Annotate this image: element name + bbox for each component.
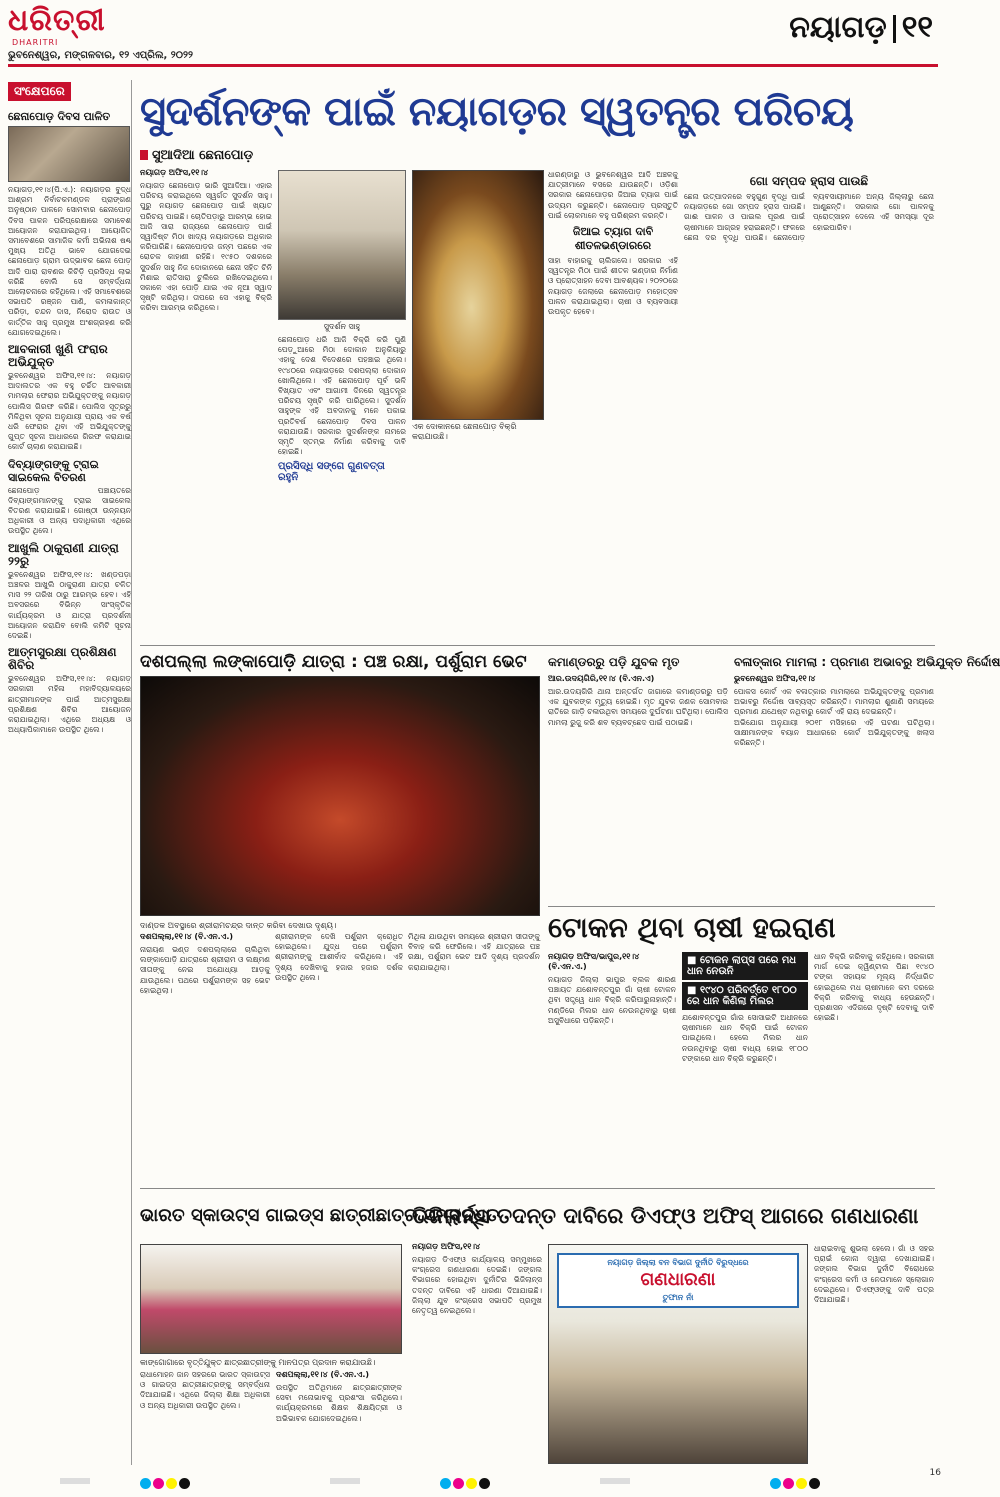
lead-body: ଛେନାପୋଡ଼ ଧରି ଆଜି ବିକ୍ରି କରି ପୁଣି ପେଡ଼ୁଆରେ ମିଠା ଦୋକାନ ଅନୁକିୟାରୁ ଏହାକୁ ଦେଶ ବିଦେଶରେ ପହଞ୍ଚାଇ ଥିଲେ। ୧୯୪୦ରେ ନୟାଗଡ଼ରେ ଦଶପଲ୍ଲା ଦୋକାନ ଖୋଲିଥିଲେ। ଏହି ଛେନାପୋଡ଼ ପୂର୍ବ ଭଳି ବିଖ୍ୟାତ ଏବଂ ଆଗାମୀ ଦିନରେ ସ୍ୱତନ୍ତ୍ର ପରିଚୟ ସୃଷ୍ଟି କରି ପାରିଥିଲେ। ସୁଦର୍ଶନ ସାହୁଙ୍କ ଏହି ଅବଦାନକୁ ମନେ ପକାଇ ପ୍ରତିବର୍ଷ ଛେନାପୋଡ଼ ଦିବସ ପାଳନ କରାଯାଉଛି। ସରକାର ସୁଦର୍ଶନଙ୍କ ନାମରେ ସ୍ମୃତି ସ୍ତମ୍ଭ ନିର୍ମାଣ କରିବାକୁ ଦାବି ହୋଇଛି। (278, 335, 406, 457)
vigilance-right-body (814, 1244, 934, 1464)
brief-item (8, 542, 131, 641)
lead-column-5 (684, 170, 934, 638)
story-body: ଅଭିଯୋଗ ଅନୁଯାୟୀ ୨୦୧୮ ମସିହାରେ ଏହି ଘଟଣା ଘଟିଥିଲା। ସାକ୍ଷୀମାନଙ୍କ ବୟାନ ଆଧାରରେ କୋର୍ଟ ଅଭିଯୁକ୍ତଙ୍କୁ ଖଲାସ କରିଛନ୍ତି। (734, 717, 934, 748)
briefs-column (8, 80, 132, 1465)
lankapodi-photo (140, 676, 540, 916)
crop-mark (60, 1478, 90, 1484)
byline: ଦଶପଲ୍ଲା,୧୧।୪ (ବି.ଏନ.ଏ.) (276, 1370, 370, 1379)
scouts-headline: ଭାରତ ସ୍କାଉଟ୍ସ ଗାଇଡ୍ସ ଛାତ୍ରୀଛାତ୍ର ସମ୍ବର୍ଦ୍ଧିତ (140, 1205, 499, 1226)
color-registration (440, 1474, 500, 1486)
brief-body: ଭୁବନେଶ୍ୱର ଅଫିସ,୧୧।୪: ଖଣ୍ଡପଡ଼ା ଅଞ୍ଚଳର ଆଖୁଲି ଠାକୁରାଣୀ ଯାତ୍ରା ଚଳିତ ମାସ ୨୨ ତାରିଖ ଠାରୁ ଆରମ୍ଭ ହେବ। ଏହି ଅବସରରେ ବିଭିନ୍ନ ସାଂସ୍କୃତିକ କାର୍ଯ୍ୟକ୍ରମ ଓ ଯାତ୍ରା ପ୍ରଦର୍ଶନୀ ଆୟୋଜନ କରାଯିବ ବୋଲି କମିଟି ସୂଚନା ଦେଇଛି। (8, 569, 131, 640)
brief-headline: ଛେନାପୋଡ଼ ଦିବସ ପାଳିତ (8, 110, 111, 123)
story-body: ଯଶୋବନ୍ତପୁର ଗାଁର ସୋସାଇଟି ଅଧୀନରେ ଚାଷୀମାନେ ଧାନ ବିକ୍ରି ପାଇଁ ଟୋକନ ପାଇଥିଲେ। ହେଲେ ମିଲର ଧାନ ନଉନଥିବାରୁ ଚାଷୀ ବାଧ୍ୟ ହୋଇ ୧୮୦୦ ଟଙ୍କାରେ ଧାନ ବିକ୍ରି କରୁଛନ୍ତି। (682, 1013, 808, 1063)
chenapoda-photo (412, 170, 544, 420)
lead-column-4 (548, 170, 678, 638)
brief-body: ଭୁବନେଶ୍ୱର ଅଫିସ,୧୧।୪: ନୟାଗଡ଼ ଆଦାଲତର ଏକ ବହୁ ଚର୍ଚ୍ଚିତ ଆବକାରୀ ମାମଲାର ଫେରାର ଅଭିଯୁକ୍ତଙ୍କୁ ନୟାଗଡ଼ ପୋଲିସ ଗିରଫ କରିଛି। ପୋଲିସ ସୂତ୍ରରୁ ମିଳିଥିବା ସୂଚନା ଅନୁଯାୟୀ ପ୍ରାୟ ଏକ ବର୍ଷ ଧରି ଫେରାର ଥିବା ଏହି ଅଭିଯୁକ୍ତଙ୍କୁ ଗୁପ୍ତ ସୂଚନା ଆଧାରରେ ଗିରଫ କରାଯାଇ କୋର୍ଟ ଚାଲାଣ କରାଯାଇଛି। (8, 371, 131, 452)
gi-tag-subhead: ଜିଆଇ ଟ୍ୟାଗ ଦାବି ଶୀତଳଭଣ୍ଡାରରେ (572, 225, 654, 253)
lead-subheadline: ସୁଆଦିଆ ଛେନାପୋଡ଼ (140, 148, 253, 163)
story-body: ଶ୍ରୀରାମଙ୍କ ଦେଖି ପର୍ଶୁରାମ କ୍ରୋଧିତ ହୋଇଥିଲେ। ଯୁଦ୍ଧ ପରେ ପର୍ଶୁରାମ ଶ୍ରୀରାମଙ୍କୁ ଆଶୀର୍ବାଦ କରିଥିଲେ। ଏହି ଦୃଶ୍ୟ ଦେଖିବାକୁ ହଜାର ହଜାର ଦର୍ଶକ ଉପସ୍ଥିତ ଥିଲେ। (275, 932, 403, 982)
scouts-body-2 (276, 1370, 402, 1465)
banner-top-text: ନୟାଗଡ଼ ଜିଲ୍ଲା ବନ ବିଭାଗ ଦୁର୍ନୀତି ବିରୁଦ୍ଧରେ (607, 1258, 749, 1267)
rape-case-headline: ବଳାତ୍କାର ମାମଲା : ପ୍ରମାଣ ଅଭାବରୁ ଅଭିଯୁକ୍ତ ନିର୍ଦ୍ଦୋଷ (734, 655, 1000, 669)
lankapodi-body-3 (408, 932, 540, 1182)
lead-column-1 (140, 168, 272, 638)
token-bullets-col (682, 952, 808, 1182)
byline: ଦଶପଲ୍ଲା,୧୧।୪ (ବି.ଏନ.ଏ.) (140, 932, 234, 941)
lankapodi-body-1 (140, 932, 270, 1182)
byline: ଭୁବନେଶ୍ୱର ଅଫିସ,୧୧।୪ (734, 674, 816, 683)
story-body: ମିଥିଳା ଯାଉଥିବା ସମୟରେ ଶ୍ରୀରାମ ସୀତାଙ୍କୁ ବିବାହ କରି ଫେରିଲେ। ଏହି ଯାତ୍ରାରେ ପଞ୍ଚ ରକ୍ଷା, ପର୍ଶୁରାମ ଭେଟ ଆଦି ଦୃଶ୍ୟ ପ୍ରଦର୍ଶନ କରାଯାଇଥିଲା। (408, 932, 540, 972)
portrait-photo (278, 170, 406, 320)
protest-banner (557, 1253, 799, 1308)
brief-item (8, 458, 131, 537)
photo-caption: ଏକ ଦୋକାନରେ ଛେନାପୋଡ଼ ବିକ୍ରି କରାଯାଉଛି। (412, 422, 517, 441)
lead-body: ଧାରଣ୍ଡାରୁ ଓ ଭୁବନେଶ୍ୱର ଆଦି ଅଞ୍ଚଳକୁ ଯାତ୍ରୀମାନେ ବସରେ ଯାଉଛନ୍ତି। ଓଡ଼ିଶା ସରକାର ଛେନାପୋଡ଼ର ଜିଆଇ ଟ୍ୟାଗ ପାଇଁ ଉଦ୍ୟମ କରୁଛନ୍ତି। ଛେନାପୋଡ଼ ପ୍ରସ୍ତୁତି ପାଇଁ ଲୋକମାନେ ବହୁ ପରିଶ୍ରମ କରନ୍ତି। (548, 170, 678, 220)
portrait-caption: ସୁଦର୍ଶନ ସାହୁ (323, 322, 361, 331)
brief-item (8, 343, 131, 453)
lankapodi-headline: ଦଶପଲ୍ଲା ଲଙ୍କାପୋଡ଼ି ଯାତ୍ରା : ପଞ୍ଚ ରକ୍ଷା, ପର୍ଶୁରାମ ଭେଟ (140, 652, 527, 672)
byline: ନୟାଗଡ଼ ଅଫିସ,୧୧।୪ (140, 168, 209, 177)
highlight-bullet: ■ ଟୋକନ ଲାପ୍ସ ପରେ ମଧ ଧାନ ନେଉନି (682, 952, 808, 980)
rule (140, 1188, 935, 1189)
section-title (789, 10, 933, 45)
brief-item (8, 110, 131, 338)
color-registration (140, 1474, 200, 1486)
cow-subhead: ଗୋ ସମ୍ପଦ ହ୍ରାସ ପାଉଛି (749, 174, 869, 188)
rape-case-body (734, 674, 934, 902)
commander-body (548, 674, 728, 902)
token-body-col (814, 952, 934, 1182)
byline: ଆର.ଉଦୟଗିରି,୧୧।୪ (ବି.ଏନ.ଏ) (548, 674, 655, 683)
brief-headline: ଆଖୁଲି ଠାକୁରାଣୀ ଯାତ୍ରା ୨୨ରୁ (8, 540, 119, 568)
lead-column-2 (278, 170, 406, 638)
lead-body: ଛେନା ଉତ୍ପାଦନରେ ବହୁଗୁଣ ବୃଦ୍ଧି ପାଇଁ ନୟାଗଡ଼ରେ ଗୋ ସମ୍ପଦ ହ୍ରାସ ପାଉଛି। ଗାଈ ପାଳନ ଓ ପାଇଲ ପୂରଣ ପାଇଁ ଚାଷୀମାନେ ଆଗ୍ରହ ହରାଇଛନ୍ତି। ଫଳରେ ଛେନା ଦର ବୃଦ୍ଧି ପାଉଛି। ଛେନାପୋଡ଼ ବ୍ୟବସାୟୀମାନେ ଅନ୍ୟ ଜିଲ୍ଲାରୁ ଛେନା ଆଣୁଛନ୍ତି। ସରକାର ଗୋ ପାଳନକୁ ପ୍ରୋତ୍ସାହନ ଦେଲେ ଏହି ସମସ୍ୟା ଦୂର ହୋଇପାରିବ। (684, 192, 934, 242)
commander-headline: କମାଣ୍ଡରରୁ ପଡ଼ି ଯୁବକ ମୃତ (548, 655, 680, 669)
vigilance-headline: ଭିଜିଲାନ୍ସ ତଦନ୍ତ ଦାବିରେ ଡିଏଫ୍‌ଓ ଅଫିସ୍ ଆଗରେ ଗଣଧାରଣା (412, 1204, 919, 1228)
brief-body: ନୟାଗଡ଼,୧୧।୪(ପି.ଏ.): ନୟାଗଡ଼ର ବୁଦ୍ଧ ଆଶ୍ରମ ନିର୍ବାଚକମଣ୍ଡଳ ପ୍ରାଙ୍ଗଣ ଅନୁଷ୍ଠାନ ପାଳନେ ସୋମବାର ଛେନାପୋଡ଼ ଦିବସ ପାଳନ ପରିପ୍ରେକ୍ଷାରେ ସମାବେଶ ଆୟୋଜନ କରାଯାଇଥିଲା। ଆୟୋଜିତ ସମାବେଶରେ ସାମାଜିକ କର୍ମୀ ଅଭିନାଶ ଷଣ୍ଢ ମୁଖ୍ୟ ଅତିଥି ଭାବେ ଯୋଗଦେଇ ଛେନାପୋଡ଼ ଗ୍ରାମ ଉଦ୍ଭାବକ ଛେନା ପୋଡ଼ ଆଦି ପାରା ରାବଣର କିଚିଡ଼ି ପ୍ରସିଦ୍ଧ ଲାଭ କରିଛି ବୋଲି ସେ ସମ୍ବର୍ଦ୍ଧନା ଆଲୋଚନାରେ କହିଥିଲେ। ଏହି ସମାବେଶରେ ସଭାପତି ରଞ୍ଜନ ପାଣି, କମଳାକାନ୍ତ ପରିଡ଼ା, ଚନ୍ଦନ ଦାସ, ନିରୋଦ ରାଉତ ଓ କାର୍ତ୍ତିକ ସାହୁ ପ୍ରମୁଖ ଅଂଶଗ୍ରହଣ କରି ଯୋଗଦେଇଥିଲେ। (8, 185, 131, 337)
scouts-body-1 (140, 1370, 270, 1465)
folio-number: 16 (929, 1468, 941, 1478)
brief-body: ଛେନାପୋଡ଼ ପଞ୍ଚାୟତରେ ଦିବ୍ୟାଙ୍ଗମାନଙ୍କୁ ଟ୍ରାଇ ସାଇକେଲ ବିତରଣ କରାଯାଇଛି। ଗୋଷ୍ଠୀ ଉନ୍ନୟନ ଅଧିକାରୀ ଓ ଅନ୍ୟ ପଦାଧିକାରୀ ଏଥିରେ ଉପସ୍ଥିତ ଥିଲେ। (8, 485, 131, 536)
banner-sub-text: ତୁଫାନ ନାଁ (662, 1293, 694, 1302)
story-body: ଧାନ ବିକ୍ରି କରିବାକୁ କହିଥିଲେ। ସରକାରୀ ମାର୍ଗ ଦେଇ କ୍ୱିଣ୍ଟାଲ ପିଛା ୧୯୪୦ ଟଙ୍କା ସହାୟକ ମୂଲ୍ୟ ନିର୍ଦ୍ଧାରିତ ହୋଇଥିଲେ ମଧ ଚାଷୀମାନେ କମ ଦରରେ ବିକ୍ରି କରିବାକୁ ବାଧ୍ୟ ହେଉଛନ୍ତି। ପ୍ରଶାସନ ଏଦିଗରେ ଦୃଷ୍ଟି ଦେବାକୁ ଦାବି ହୋଇଛି। (814, 952, 934, 1023)
story-body: ନାରାୟଣ ଭଣ୍ଡ ଦଶପଲ୍ଲାରେ ଚାଲିଥିବା ଲଙ୍କାପୋଡ଼ି ଯାତ୍ରାରେ ଶ୍ରୀରାମ ଓ ଲକ୍ଷ୍ମଣ ସୀତାଙ୍କୁ ନେଇ ଅଯୋଧ୍ୟା ଆଡ଼କୁ ଯାଉଥିଲେ। ପଥରେ ପର୍ଶୁରାମଙ୍କ ସହ ଭେଟ ହୋଇଥିଲା। (140, 945, 270, 995)
brand-sub: DHARITRI (12, 38, 59, 47)
newspaper-logo (8, 4, 128, 48)
photo-caption: ଦାଣ୍ଡକ ଅବସ୍ଥାରେ ଶ୍ରୀରାମଚନ୍ଦ୍ର ଦାନ୍ତ କରିବା ଦେଖାଉ ଦୃଶ୍ୟ। (140, 921, 337, 930)
masthead (0, 0, 945, 70)
divider (893, 15, 896, 43)
story-body: ଧାରାଇବାକୁ ଶୁଭଲା ହେଲେ। ଗାଁ ଓ ସହର ପ୍ରାଇଁ କୋନା ଦ୍ୱାରା ଦେଖାଯାଇଛି। ଜଙ୍ଗଲ ବିଭାଗ ଦୁର୍ନୀତି ବିରୋଧରେ କଂଗ୍ରେସ କର୍ମୀ ଓ ନେତାମାନେ ସ୍ଲୋଗାନ ଦେଇଥିଲେ। ଡିଏଫ୍‌ଓଙ୍କୁ ଦାବି ପତ୍ର ଦିଆଯାଇଛି। (814, 1244, 934, 1305)
brief-item (8, 646, 131, 735)
crop-mark (330, 1478, 360, 1484)
brief-headline: ଦିବ୍ୟାଙ୍ଗଙ୍କୁ ଟ୍ରାଇ ସାଇକେଲ ବିତରଣ (8, 457, 99, 484)
byline: ନୟାଗଡ଼ ଅଫିସ/ଭାପୁର,୧୧।୪ (ବି.ଏନ.ଏ.) (548, 952, 640, 971)
lead-headline: ସୁଦର୍ଶନଙ୍କ ପାଇଁ ନୟାଗଡ଼ର ସ୍ୱତନ୍ତ୍ର ପରିଚୟ (140, 89, 854, 135)
brief-headline: ଆତ୍ମସୁରକ୍ଷା ପ୍ରଶିକ୍ଷଣ ଶିବିର (8, 645, 117, 673)
scouts-photo (140, 1244, 402, 1354)
lead-body: ନୟାଗଡ଼ ଛେନାପୋଡ଼ ଭାରି ସୁଆଦିଆ। ଏହାର ପରିଚୟ କରାଇଥିଲେ ସ୍ୱର୍ଗତ ସୁଦର୍ଶନ ସାହୁ। ପୁରୁ ନୟାଗଡ଼ ଛେନାପୋଡ଼ ପାଇଁ ଖ୍ୟାତ ପରିଚୟ ପାଇଛି। ଚୋତିପଡ଼ାରୁ ଆରମ୍ଭ ହୋଇ ଆଜି ସାରା ରାଜ୍ୟରେ ଛେନାପୋଡ଼ ପାଇଁ ସ୍ୱାଦିଷ୍ଟ ମିଠା ଖାଦ୍ୟ ନୟାଗଡ଼ରେ ଅଧିକାର କରିପାରିଛି। ଛେନାପୋଡ଼ର ଜନ୍ମ ପଛରେ ଏକ ରୋଚକ କାହାଣୀ ରହିଛି। ୧୯୫୦ ଦଶକରେ ସୁଦର୍ଶନ ସାହୁ ନିଜ ଦୋକାନରେ ଛେନା ସହିତ ଚିନି ମିଶାଇ ରାତିସାରା ଚୁଲିରେ ରଖିଦେଇଥିଲେ। ସକାଳେ ଏହା ପୋଡ଼ି ଯାଇ ଏକ ନୂଆ ସ୍ୱାଦ ସୃଷ୍ଟି କରିଥିଲା। ତାପରେ ସେ ଏହାକୁ ବିକ୍ରି କରିବା ଆରମ୍ଭ କରିଥିଲେ। (140, 181, 272, 313)
section-name: ନୟାଗଡ଼ (789, 10, 887, 45)
crop-mark (600, 1478, 630, 1484)
lankapodi-body-2 (275, 932, 403, 1182)
protest-photo (548, 1244, 808, 1464)
lead-body: ସାହା ବାହାରକୁ ଚାଲିଗଲେ। ସରକାର ଏହି ସ୍ୱତନ୍ତ୍ର ମିଠା ପାଇଁ ଶୀତଳ ଭଣ୍ଡାର ନିର୍ମାଣ ଓ ପ୍ରୋତ୍ସାହନ ଦେବା ଆବଶ୍ୟକ। ୨୦୨୦ରେ ନୟାଗଡ଼ ଜେଲାରେ ଛେନାପୋଡ଼ ମହୋତ୍ସବ ପାଳନ କରାଯାଇଥିଲା। ଚାଷୀ ଓ ବ୍ୟବସାୟୀ ଉପକୃତ ହେବେ। (548, 256, 678, 317)
story-body: ରାଧାମୋହନ ଜାନ ସହରରେ ଭାରତ ସ୍କାଉଟ୍ସ ଓ ଗାଇଡ୍ସ ଛାତ୍ରୀଛାତ୍ରଙ୍କୁ ସମ୍ବର୍ଦ୍ଧନା ଦିଆଯାଇଛି। ଏଥିରେ ଜିଲ୍ଲା ଶିକ୍ଷା ଅଧିକାରୀ ଓ ଅନ୍ୟ ଅଧିକାରୀ ଉପସ୍ଥିତ ଥିଲେ। (140, 1370, 270, 1410)
token-byline-col (548, 952, 676, 1182)
page-number: ୧୧ (901, 10, 933, 45)
brand-name: ଧରିତ୍ରୀ (8, 3, 106, 38)
brief-headline: ଆବକାରୀ ଖୁଣି ଫରାର ଅଭିଯୁକ୍ତ (8, 342, 108, 370)
story-body: ଉପସ୍ଥିତ ଅତିଥିମାନେ ଛାତ୍ରଛାତ୍ରୀଙ୍କ ସେବା ମନୋଭାବକୁ ପ୍ରଶଂସା କରିଥିଲେ। କାର୍ଯ୍ୟକ୍ରମରେ ଶିକ୍ଷକ ଶିକ୍ଷୟିତ୍ରୀ ଓ ଅଭିଭାବକ ଯୋଗଦେଇଥିଲେ। (276, 1383, 402, 1423)
story-body: ଆର.ଉଦୟଗିରି ଥାନା ଅନ୍ତର୍ଗତ ଜାଗାରେ କମାଣ୍ଡରରୁ ପଡ଼ି ଏକ ଯୁବକଙ୍କ ମୃତ୍ୟୁ ହୋଇଛି। ମୃତ ଯୁବକ ଜଣକ ସୋମବାର ରାତିରେ ଗାଡ଼ି ଚଳାଉଥିବା ସମୟରେ ଦୁର୍ଘଟଣା ଘଟିଥିଲା। ପୋଲିସ ମାମଲା ରୁଜୁ କରି ଶବ ବ୍ୟବଚ୍ଛେଦ ପାଇଁ ପଠାଇଛି। (548, 687, 728, 727)
brief-photo (8, 126, 130, 182)
story-body: ନୟାଗଡ଼ ଡିଏଫ୍‌ଓ କାର୍ଯ୍ୟାଳୟ ସମ୍ମୁଖରେ କଂଗ୍ରେସ ଗଣଧାରଣା ଦେଇଛି। ଜଙ୍ଗଲ ବିଭାଗରେ ହୋଇଥିବା ଦୁର୍ନୀତିର ଭିଜିଲାନ୍ସ ତଦନ୍ତ ଦାବିରେ ଏହି ଧାରଣା ଦିଆଯାଇଛି। ଜିଲ୍ଲା ଯୁବ କଂଗ୍ରେସ ସଭାପତି ପ୍ରମୁଖ ନେତୃତ୍ୱ ନେଇଥିଲେ। (412, 1255, 542, 1316)
masthead-rule (8, 64, 938, 67)
brief-body: ଭୁବନେଶ୍ୱର ଅଫିସ,୧୧।୪: ନୟାଗଡ଼ ସରକାରୀ ମହିଳା ମହାବିଦ୍ୟାଳୟରେ ଛାତ୍ରୀମାନଙ୍କ ପାଇଁ ଆତ୍ମସୁରକ୍ଷା ପ୍ରଶିକ୍ଷଣ ଶିବିର ଆୟୋଜନ କରାଯାଇଥିଲା। ଏଥିରେ ଅଧ୍ୟକ୍ଷ ଓ ଅଧ୍ୟାପିକାମାନେ ଉପସ୍ଥିତ ଥିଲେ। (8, 674, 131, 735)
story-body: ନୟାଗଡ଼ ଜିଲ୍ଲା ଭାପୁର ବ୍ଲକ ଶାରଣ ପଞ୍ଚାୟତ ଯଶୋବନ୍ତପୁର ଗାଁ ଚାଷୀ ଟୋକନ ଥିବା ସତ୍ତ୍ୱେ ଧାନ ବିକ୍ରି କରିପାରୁନାହାନ୍ତି। ମଣ୍ଡିରେ ମିଲର ଧାନ ନେଉନଥିବାରୁ ଚାଷୀ ଅସୁବିଧାରେ ପଡ଼ିଛନ୍ତି। (548, 975, 676, 1025)
token-farmer-headline: ଟୋକନ ଥିବା ଚାଷୀ ହଇରାଣ (548, 911, 836, 944)
vigilance-body (412, 1242, 542, 1464)
dateline: ଭୁବନେଶ୍ୱର, ମଙ୍ଗଳବାର, ୧୨ ଏପ୍ରିଲ, ୨୦୨୨ (8, 50, 193, 61)
story-body: ପୋକସ କୋର୍ଟ ଏକ ବଳାତ୍କାର ମାମଲାରେ ଅଭିଯୁକ୍ତଙ୍କୁ ପ୍ରମାଣ ଅଭାବରୁ ନିର୍ଦ୍ଦୋଷ ସାବ୍ୟସ୍ତ କରିଛନ୍ତି। ମାମଲାର ଶୁଣାଣି ସମୟରେ ପ୍ରମାଣ ଯଥେଷ୍ଟ ନଥିବାରୁ କୋର୍ଟ ଏହି ରାୟ ଦେଇଛନ୍ତି। (734, 687, 934, 717)
lead-column-3 (412, 170, 544, 638)
highlight-bullet: ■ ୧୯୪୦ ପରିବର୍ତ୍ତେ ୧୮୦୦ ରେ ଧାନ କିଣିଲା ମିଲର (682, 982, 808, 1010)
registration-marks (0, 1470, 945, 1490)
banner-main-text: ଗଣଧାରଣା (640, 1269, 716, 1290)
rule (140, 645, 935, 646)
pull-quote: ପ୍ରସିଦ୍ଧି ସଙ୍ଗେ ଗୁଣବତ୍ତା ରହୁନି (278, 461, 385, 484)
rule (548, 906, 935, 907)
photo-caption: କାଙ୍ଗୋଗାରେ ବୃତ୍ତିଯୁକ୍ତ ଛାତ୍ରଛାତ୍ରୀଙ୍କୁ ମାନପତ୍ର ପ୍ରଦାନ କରାଯାଉଛି। (140, 1358, 376, 1367)
briefs-label: ସଂକ୍ଷେପରେ (8, 82, 71, 101)
byline: ନୟାଗଡ଼ ଅଫିସ,୧୧।୪ (412, 1242, 481, 1251)
color-registration (770, 1474, 830, 1486)
